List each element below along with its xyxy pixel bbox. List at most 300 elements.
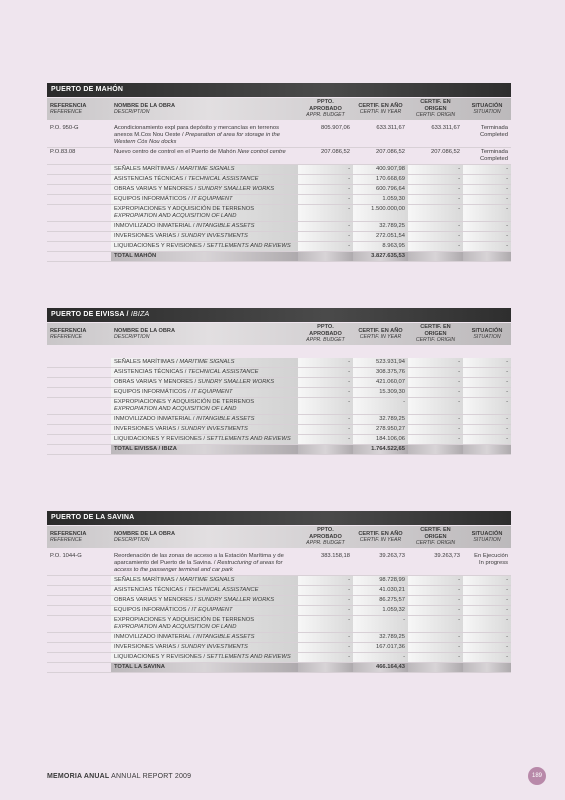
cell-certif-year: 98.728,99	[353, 576, 408, 585]
total-value: 466.164,43	[353, 663, 408, 672]
total-label: TOTAL EIVISSA / IBIZA	[111, 445, 298, 454]
header-status-en: SITUATION	[473, 334, 501, 340]
description-en: Preparation of area for storage in the Western Cós Nou docks	[114, 132, 280, 145]
description-es: EXPROPIACIONES Y ADQUISICIÓN DE TERRENOS	[114, 399, 255, 405]
header-description-es: NOMBRE DE LA OBRA	[114, 530, 176, 537]
cell-budget: -	[298, 653, 353, 662]
description-es: SEÑALES MARÍTIMAS /	[114, 359, 178, 365]
cell-budget: -	[298, 435, 353, 444]
description-es: INVERSIONES VARIAS /	[114, 644, 180, 650]
cell-description	[111, 124, 298, 147]
description-es: OBRAS VARIAS Y MENORES /	[114, 597, 197, 603]
header-status-es: SITUACIÓN	[471, 327, 503, 334]
cell-status	[463, 415, 511, 424]
description-es: INMOVILIZADO INMATERIAL /	[114, 416, 195, 422]
total-row	[47, 252, 511, 262]
cell-certif-year: 32.789,25	[353, 222, 408, 231]
total-status-empty	[463, 252, 511, 261]
table-row	[47, 242, 511, 252]
cell-certif-year: 272.051,54	[353, 232, 408, 241]
cell-description	[111, 358, 298, 367]
header-status-en: SITUATION	[473, 537, 501, 543]
header-description	[111, 98, 298, 120]
cell-budget: -	[298, 222, 353, 231]
cell-status	[463, 616, 511, 632]
cell-status	[463, 606, 511, 615]
header-certif-year-es: CERTIF. EN AÑO	[358, 530, 403, 537]
cell-budget	[298, 349, 353, 358]
cell-certif-origin: -	[408, 368, 463, 377]
cell-certif-origin: -	[408, 616, 463, 632]
cell-certif-origin: -	[408, 576, 463, 585]
total-budget-empty	[298, 445, 353, 454]
header-certif-year-en: CERTIF. IN YEAR	[359, 537, 402, 543]
cell-reference	[47, 165, 111, 174]
cell-budget: 383.158,18	[320, 553, 350, 559]
page-number-badge: 189	[528, 767, 546, 785]
header-certif-year-en: CERTIF. IN YEAR	[359, 109, 402, 115]
cell-certif-year: 633.311,67	[376, 125, 405, 131]
cell-budget: -	[298, 596, 353, 605]
description-es: Acondicionamiento expl para depósito y mercancías en terrenos anexos M.Cos Nou Oeste /	[114, 125, 279, 138]
cell-status	[463, 425, 511, 434]
description-en: EXPROPIATION AND ACQUISITION OF LAND	[114, 624, 237, 630]
cell-budget: -	[298, 586, 353, 595]
cell-description	[111, 242, 298, 251]
description-en: EXPROPIATION AND ACQUISITION OF LAND	[114, 406, 237, 412]
section-title-bar	[47, 511, 511, 525]
cell-description	[111, 165, 298, 174]
cell-certif-year: 39.263,73	[379, 553, 405, 559]
table-row	[47, 415, 511, 425]
table-row	[47, 435, 511, 445]
header-reference-en: REFERENCE	[50, 334, 82, 340]
status-es: -	[506, 166, 508, 172]
section-puerto-de-eivissa	[47, 308, 511, 455]
total-origin-empty	[408, 445, 463, 454]
table-row	[47, 586, 511, 596]
header-reference-es: REFERENCIA	[50, 102, 87, 109]
header-status-es: SITUACIÓN	[471, 530, 503, 537]
description-en: INTANGIBLE ASSETS	[196, 634, 255, 640]
cell-certif-origin: -	[408, 388, 463, 397]
cell-status	[463, 576, 511, 585]
cell-status	[463, 349, 511, 358]
header-description	[111, 526, 298, 548]
cell-description	[111, 232, 298, 241]
table-row	[47, 606, 511, 616]
cell-description	[111, 205, 298, 221]
status-es: -	[506, 607, 508, 613]
description-en: MARITIME SIGNALS	[179, 166, 235, 172]
header-budget	[298, 98, 353, 120]
status-es: -	[506, 196, 508, 202]
cell-status	[463, 368, 511, 377]
section-title: PUERTO DE EIVISSA /	[51, 311, 129, 318]
total-row	[47, 663, 511, 673]
cell-budget: -	[298, 205, 353, 221]
cell-status	[463, 124, 511, 147]
cell-certif-year: -	[353, 653, 408, 662]
status-es: -	[506, 617, 508, 623]
cell-status	[463, 242, 511, 251]
description-es: OBRAS VARIAS Y MENORES /	[114, 379, 197, 385]
total-origin-empty	[408, 252, 463, 261]
cell-budget: -	[298, 388, 353, 397]
status-es: -	[506, 654, 508, 660]
cell-description	[111, 425, 298, 434]
cell-status	[463, 378, 511, 387]
cell-reference	[47, 425, 111, 434]
description-en: MARITIME SIGNALS	[179, 577, 235, 583]
status-es: Terminada	[480, 149, 508, 155]
status-es: -	[506, 223, 508, 229]
table-row	[47, 349, 511, 358]
cell-status	[463, 185, 511, 194]
cell-status	[463, 148, 511, 164]
cell-certif-year: 184.106,06	[353, 435, 408, 444]
cell-certif-origin: 633.311,67	[431, 125, 460, 131]
cell-reference	[47, 586, 111, 595]
description-en: SUNDRY SMALLER WORKS	[197, 379, 275, 385]
description-es: INVERSIONES VARIAS /	[114, 426, 180, 432]
cell-budget: -	[298, 242, 353, 251]
description-en: SUNDRY INVESTMENTS	[180, 233, 248, 239]
cell-reference: P.O. 950-G	[50, 125, 79, 131]
table-header-row	[47, 98, 511, 120]
header-certif-origin-es: CERTIF. EN ORIGEN	[420, 99, 451, 112]
header-description-en: DESCRIPTION	[114, 109, 150, 115]
description-es: LIQUIDACIONES Y REVISIONES /	[114, 654, 205, 660]
description-es: OBRAS VARIAS Y MENORES /	[114, 186, 197, 192]
header-certif-year-es: CERTIF. EN AÑO	[358, 327, 403, 334]
section-title: PUERTO DE MAHÓN	[51, 86, 124, 93]
cell-certif-origin: -	[408, 633, 463, 642]
cell-status	[463, 195, 511, 204]
table-row	[47, 124, 511, 148]
cell-status	[463, 633, 511, 642]
cell-reference	[47, 242, 111, 251]
cell-budget: -	[298, 232, 353, 241]
description-es: Nuevo centro de control en el Puerto de Mahón	[114, 149, 236, 155]
cell-certif-year: 1.059,32	[353, 606, 408, 615]
status-es: -	[506, 587, 508, 593]
cell-budget: 805.907,06	[320, 125, 350, 131]
cell-budget: 207.086,52	[320, 149, 350, 155]
header-budget-es: PPTO. APROBADO	[309, 527, 342, 540]
cell-description	[111, 349, 298, 358]
description-en: SETTLEMENTS AND REVIEWS	[206, 243, 291, 249]
cell-budget: -	[298, 425, 353, 434]
header-budget-es: PPTO. APROBADO	[309, 324, 342, 337]
status-es: -	[506, 634, 508, 640]
cell-reference	[47, 606, 111, 615]
cell-reference	[47, 435, 111, 444]
cell-certif-origin: 39.263,73	[434, 553, 460, 559]
status-es: -	[506, 416, 508, 422]
description-es: ASISTENCIAS TÉCNICAS /	[114, 176, 187, 182]
cell-status	[463, 222, 511, 231]
table-row	[47, 552, 511, 576]
cell-budget: -	[298, 368, 353, 377]
description-en: SUNDRY INVESTMENTS	[180, 426, 248, 432]
cell-certif-origin: -	[408, 586, 463, 595]
header-description-en: DESCRIPTION	[114, 537, 150, 543]
header-certif-origin-es: CERTIF. EN ORIGEN	[420, 527, 451, 540]
status-es: En Ejecución	[474, 553, 508, 559]
cell-reference	[47, 388, 111, 397]
cell-status	[463, 358, 511, 367]
cell-description	[111, 368, 298, 377]
cell-status	[463, 643, 511, 652]
header-status-es: SITUACIÓN	[471, 102, 503, 109]
description-en: SUNDRY SMALLER WORKS	[197, 597, 275, 603]
cell-description	[111, 175, 298, 184]
cell-description	[111, 148, 298, 164]
description-en: SUNDRY INVESTMENTS	[180, 644, 248, 650]
cell-budget: -	[298, 195, 353, 204]
header-status	[463, 526, 511, 548]
cell-status	[463, 205, 511, 221]
status-es: -	[506, 426, 508, 432]
description-es: INMOVILIZADO INMATERIAL /	[114, 634, 195, 640]
description-es: EQUIPOS INFORMÁTICOS /	[114, 196, 190, 202]
total-origin-empty	[408, 663, 463, 672]
cell-certif-origin: -	[408, 165, 463, 174]
status-es: Terminada	[480, 125, 508, 131]
total-spacer	[47, 663, 111, 672]
header-certif-origin-en: CERTIF. ORIGIN	[415, 112, 456, 119]
header-budget-en: APPR. BUDGET	[306, 540, 345, 547]
description-es: LIQUIDACIONES Y REVISIONES /	[114, 436, 205, 442]
header-status	[463, 98, 511, 120]
cell-reference	[47, 222, 111, 231]
header-description-es: NOMBRE DE LA OBRA	[114, 327, 176, 334]
cell-budget: -	[298, 415, 353, 424]
cell-certif-origin: -	[408, 195, 463, 204]
status-es: -	[506, 369, 508, 375]
description-en: TECHNICAL ASSISTANCE	[188, 587, 259, 593]
cell-reference	[47, 415, 111, 424]
header-budget-en: APPR. BUDGET	[306, 112, 345, 119]
description-en: EXPROPIATION AND ACQUISITION OF LAND	[114, 213, 237, 219]
header-certif-year	[353, 526, 408, 548]
description-es: SEÑALES MARÍTIMAS /	[114, 166, 178, 172]
cell-reference	[47, 205, 111, 221]
status-en: In progress	[479, 560, 508, 566]
header-certif-year	[353, 98, 408, 120]
total-value: 3.827.635,53	[353, 252, 408, 261]
cell-certif-origin: -	[408, 435, 463, 444]
total-budget-empty	[298, 663, 353, 672]
cell-description	[111, 586, 298, 595]
cell-reference	[47, 175, 111, 184]
cell-certif-origin: -	[408, 653, 463, 662]
header-certif-year	[353, 323, 408, 345]
cell-certif-year: 8.963,95	[353, 242, 408, 251]
header-reference	[47, 98, 111, 120]
table-row	[47, 616, 511, 633]
table-header-row	[47, 526, 511, 548]
header-certif-origin-es: CERTIF. EN ORIGEN	[420, 324, 451, 337]
status-es: -	[506, 206, 508, 212]
total-status-empty	[463, 663, 511, 672]
cell-description	[111, 633, 298, 642]
section-title: PUERTO DE LA SAVINA	[51, 514, 135, 521]
cell-reference	[47, 576, 111, 585]
description-en: INTANGIBLE ASSETS	[196, 416, 255, 422]
table-row	[47, 232, 511, 242]
cell-budget: -	[298, 633, 353, 642]
cell-reference	[47, 398, 111, 414]
cell-description	[111, 616, 298, 632]
header-certif-year-en: CERTIF. IN YEAR	[359, 334, 402, 340]
cell-certif-origin: 207.086,52	[430, 149, 460, 155]
cell-budget: -	[298, 185, 353, 194]
cell-certif-year: 308.375,76	[353, 368, 408, 377]
header-reference-en: REFERENCE	[50, 537, 82, 543]
header-description-en: DESCRIPTION	[114, 334, 150, 340]
header-reference	[47, 526, 111, 548]
cell-certif-year: -	[353, 398, 408, 414]
section-puerto-de-la-savina	[47, 511, 511, 673]
cell-status	[463, 388, 511, 397]
description-en: SETTLEMENTS AND REVIEWS	[206, 654, 291, 660]
status-es: -	[506, 399, 508, 405]
cell-status	[463, 232, 511, 241]
cell-status	[463, 175, 511, 184]
cell-reference	[47, 185, 111, 194]
cell-budget: -	[298, 576, 353, 585]
cell-status	[463, 552, 511, 575]
total-value: 1.764.522,65	[353, 445, 408, 454]
description-es: SEÑALES MARÍTIMAS /	[114, 577, 178, 583]
cell-certif-origin	[408, 349, 463, 358]
description-en: New control centre	[237, 149, 286, 155]
cell-certif-year: 1.059,30	[353, 195, 408, 204]
cell-certif-year: 32.789,25	[353, 415, 408, 424]
table-row	[47, 576, 511, 586]
cell-certif-origin: -	[408, 232, 463, 241]
table-row	[47, 222, 511, 232]
description-es: ASISTENCIAS TÉCNICAS /	[114, 369, 187, 375]
section-title-en: IBIZA	[130, 311, 150, 318]
cell-description	[111, 643, 298, 652]
total-label: TOTAL MAHÓN	[111, 252, 298, 261]
cell-budget: -	[298, 175, 353, 184]
cell-certif-year: 41.030,21	[353, 586, 408, 595]
cell-certif-year: 86.275,57	[353, 596, 408, 605]
description-en: MARITIME SIGNALS	[179, 359, 235, 365]
cell-certif-year	[353, 349, 408, 358]
cell-reference	[47, 633, 111, 642]
cell-certif-origin: -	[408, 596, 463, 605]
table-row	[47, 205, 511, 222]
status-es: -	[506, 233, 508, 239]
status-es: -	[506, 176, 508, 182]
description-es: INVERSIONES VARIAS /	[114, 233, 180, 239]
cell-description	[111, 398, 298, 414]
description-es: LIQUIDACIONES Y REVISIONES /	[114, 243, 205, 249]
total-spacer	[47, 252, 111, 261]
cell-reference: P.O.83.08	[50, 149, 76, 155]
cell-description	[111, 552, 298, 575]
cell-reference	[47, 349, 111, 358]
cell-status	[463, 596, 511, 605]
header-reference-en: REFERENCE	[50, 109, 82, 115]
description-es: Reordenación de las zonas de acceso a la Estación Marítima y de aparcamiento del Puerto de la Savina. /	[114, 553, 284, 566]
header-certif-origin-en: CERTIF. ORIGIN	[415, 540, 456, 547]
table-row	[47, 148, 511, 165]
description-en: TECHNICAL ASSISTANCE	[188, 176, 259, 182]
cell-budget: -	[298, 378, 353, 387]
cell-description	[111, 653, 298, 662]
status-es: -	[506, 186, 508, 192]
cell-budget: -	[298, 606, 353, 615]
cell-reference: P.O. 1044-G	[50, 553, 82, 559]
header-budget-en: APPR. BUDGET	[306, 337, 345, 344]
description-en: IT EQUIPMENT	[191, 607, 233, 613]
cell-budget: -	[298, 616, 353, 632]
cell-certif-year: 32.789,25	[353, 633, 408, 642]
cell-description	[111, 415, 298, 424]
table-row	[47, 185, 511, 195]
table-row	[47, 378, 511, 388]
description-es: ASISTENCIAS TÉCNICAS /	[114, 587, 187, 593]
table-row	[47, 195, 511, 205]
table-row	[47, 653, 511, 663]
cell-description	[111, 222, 298, 231]
description-es: EXPROPIACIONES Y ADQUISICIÓN DE TERRENOS	[114, 617, 255, 623]
description-en: Restructuring of areas for access to the passenger terminal and car park	[114, 560, 283, 573]
cell-certif-year: 207.086,52	[375, 149, 405, 155]
section-title-bar	[47, 308, 511, 322]
description-en: IT EQUIPMENT	[191, 389, 233, 395]
status-es: -	[506, 436, 508, 442]
total-status-empty	[463, 445, 511, 454]
cell-certif-year: 167.017,36	[353, 643, 408, 652]
status-es: -	[506, 379, 508, 385]
header-reference	[47, 323, 111, 345]
header-budget	[298, 323, 353, 345]
cell-certif-origin: -	[408, 398, 463, 414]
cell-description	[111, 388, 298, 397]
cell-certif-year: 278.950,27	[353, 425, 408, 434]
cell-certif-origin: -	[408, 425, 463, 434]
header-description	[111, 323, 298, 345]
table-row	[47, 643, 511, 653]
cell-description	[111, 195, 298, 204]
header-certif-origin	[408, 526, 463, 548]
header-reference-es: REFERENCIA	[50, 530, 87, 537]
cell-certif-origin: -	[408, 415, 463, 424]
report-footer-title	[47, 773, 191, 780]
table-row	[47, 388, 511, 398]
header-status-en: SITUATION	[473, 109, 501, 115]
footer-title-rest: ANNUAL REPORT 2009	[111, 773, 192, 780]
cell-certif-year: -	[353, 616, 408, 632]
total-label: TOTAL LA SAVINA	[111, 663, 298, 672]
cell-reference	[47, 378, 111, 387]
cell-description	[111, 185, 298, 194]
header-certif-origin-en: CERTIF. ORIGIN	[415, 337, 456, 344]
table-row	[47, 165, 511, 175]
description-es: EQUIPOS INFORMÁTICOS /	[114, 389, 190, 395]
cell-reference	[47, 653, 111, 662]
cell-reference	[47, 195, 111, 204]
cell-certif-origin: -	[408, 358, 463, 367]
cell-certif-origin: -	[408, 378, 463, 387]
